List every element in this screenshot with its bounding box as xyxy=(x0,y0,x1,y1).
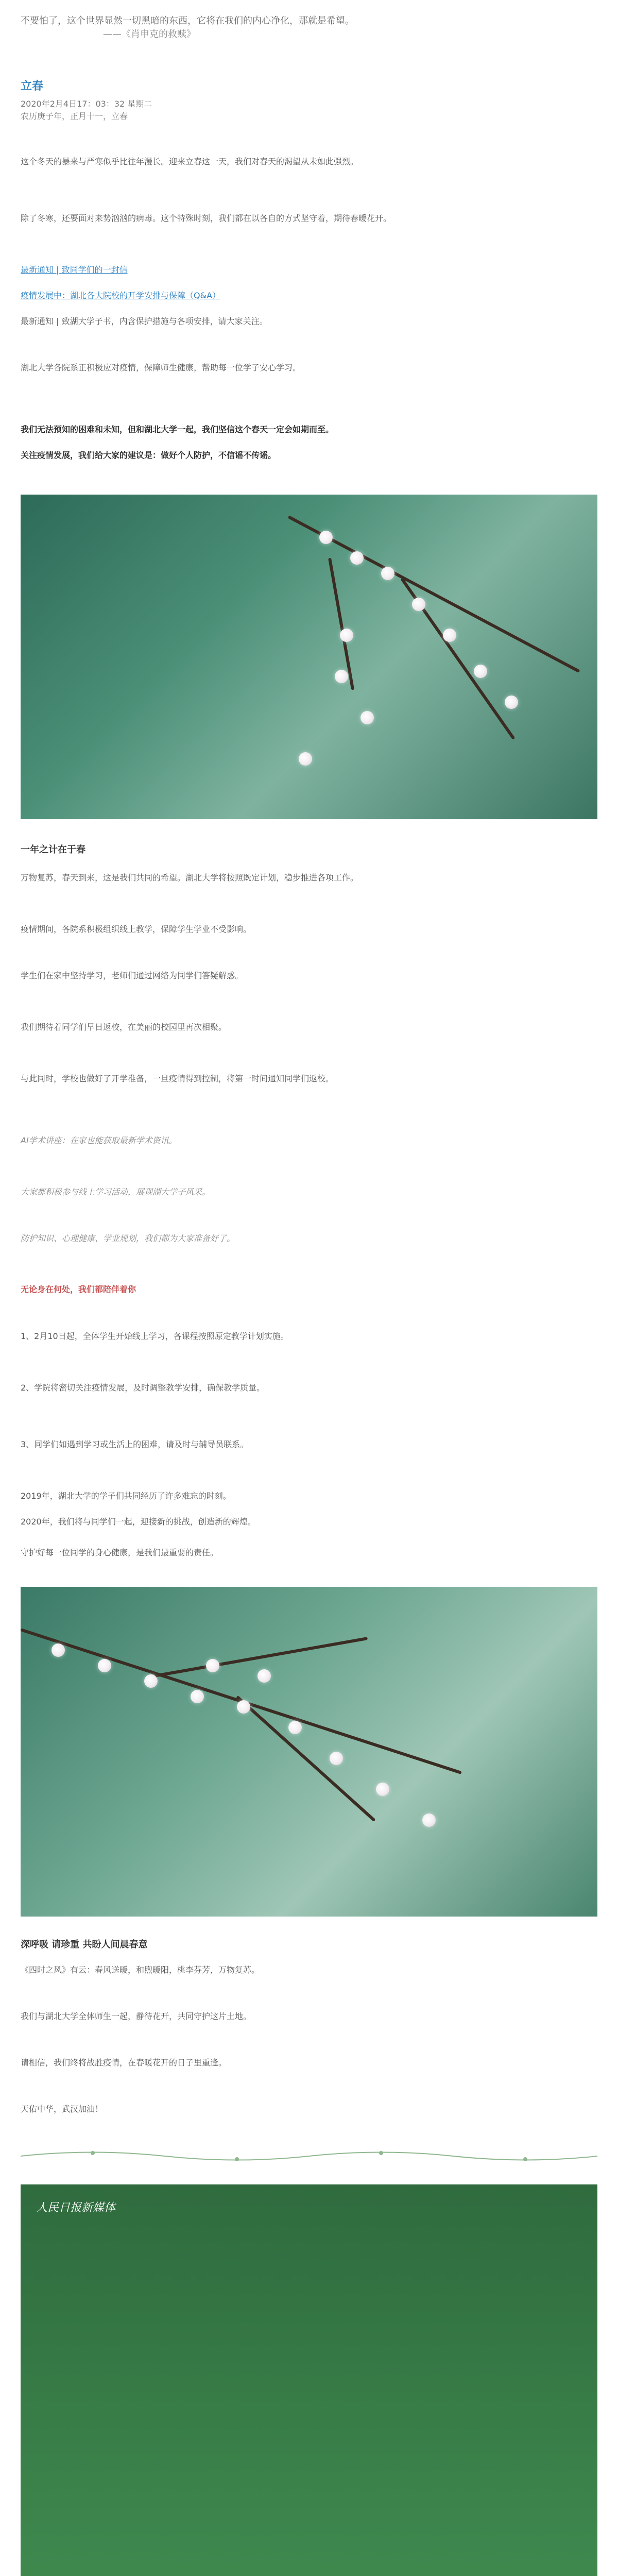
article-lunar-date: 农历庚子年，正月十一，立春 xyxy=(21,111,128,121)
linked-subheadline-text[interactable]: 疫情发展中：湖北各大院校的开学安排与保障（Q&A） xyxy=(21,291,221,300)
section-2-title: 无论身在何处，我们都陪伴着你 xyxy=(21,1284,136,1294)
blossom xyxy=(381,567,394,580)
blossom xyxy=(52,1643,65,1657)
section-1-muted-1: AI学术讲座：在家也能获取最新学术资讯。 xyxy=(21,1136,177,1145)
blossom xyxy=(258,1669,271,1683)
section-1-muted-2: 大家都积极参与线上学习活动，展现湖大学子风采。 xyxy=(21,1187,211,1197)
blossom xyxy=(350,551,364,565)
blossom xyxy=(474,665,487,678)
blossom-photo-2 xyxy=(21,1587,597,1917)
bold-note-2: 关注疫情发展，我们给大家的建议是：做好个人防护，不信谣不传谣。 xyxy=(21,450,277,460)
blossom xyxy=(191,1690,204,1703)
blossom xyxy=(443,629,456,642)
blossom xyxy=(340,629,353,642)
section-1-paragraph-5: 与此同时，学校也做好了开学准备，一旦疫情得到控制，将第一时间通知同学们返校。 xyxy=(21,1074,334,1083)
linked-headline[interactable] xyxy=(21,263,597,277)
section-2-paragraph-3: 3、同学们如遇到学习或生活上的困难，请及时与辅导员联系。 xyxy=(21,1439,249,1449)
bold-note-1: 我们无法预知的困难和未知，但和湖北大学一起，我们坚信这个春天一定会如期而至。 xyxy=(21,425,334,434)
vine-divider xyxy=(21,2148,597,2164)
quote-source: ——《肖申克的救赎》 xyxy=(103,29,196,40)
blossom xyxy=(206,1659,219,1672)
section-3-paragraph-3: 请相信，我们终将战胜疫情，在春暖花开的日子里重逢。 xyxy=(21,2058,227,2067)
article-title: 立春 xyxy=(21,80,44,93)
section-3-paragraph-4: 天佑中华，武汉加油！ xyxy=(21,2104,104,2114)
blossom xyxy=(288,1721,302,1734)
quote-text: 不要怕了，这个世界显然一切黑暗的东西，它将在我们的内心净化，那就是希望。 xyxy=(21,15,354,26)
blossom xyxy=(330,1752,343,1765)
blossom xyxy=(144,1674,158,1688)
linked-subheadline[interactable] xyxy=(21,289,597,303)
blossom xyxy=(237,1700,250,1714)
blossom-photo-1 xyxy=(21,495,597,819)
section-2-paragraph-2: 2、学院将密切关注疫情发展，及时调整教学安排，确保教学质量。 xyxy=(21,1383,265,1393)
blossom xyxy=(376,1783,389,1796)
section-1-paragraph-3: 学生们在家中坚持学习，老师们通过网络为同学们答疑解惑。 xyxy=(21,971,244,980)
blossom xyxy=(98,1659,111,1672)
linked-headline-text[interactable]: 最新通知 | 致同学们的一封信 xyxy=(21,265,128,275)
blossom xyxy=(412,598,425,611)
section-3-paragraph-2: 我们与湖北大学全体师生一起，静待花开，共同守护这片土地。 xyxy=(21,2011,252,2021)
spring-poster xyxy=(21,2184,597,2576)
section-1-muted-3: 防护知识、心理健康、学业规划，我们都为大家准备好了。 xyxy=(21,1233,235,1243)
opening-quote xyxy=(21,14,597,41)
section-1-paragraph-4: 我们期待着同学们早日返校，在美丽的校园里再次相聚。 xyxy=(21,1022,227,1032)
section-2-paragraph-4: 2019年，湖北大学的学子们共同经历了许多难忘的时刻。 xyxy=(21,1491,231,1501)
section-3-paragraph-1: 《四时之风》有云：春风送暖，和煦暖阳，桃李芬芳，万物复苏。 xyxy=(21,1965,260,1975)
intro-paragraph-3: 最新通知 | 致湖大学子书，内含保护措施与各项安排，请大家关注。 xyxy=(21,316,268,326)
section-3-title: 深呼吸 请珍重 共盼人间晨春意 xyxy=(21,1939,148,1950)
blossom xyxy=(360,711,374,724)
poster-brand: 人民日报新媒体 xyxy=(36,2201,116,2214)
section-1-paragraph-1: 万物复苏，春天到来，这是我们共同的希望。湖北大学将按照既定计划，稳步推进各项工作。 xyxy=(21,873,359,883)
blossom xyxy=(505,696,518,709)
blossom xyxy=(335,670,348,683)
article-date: 2020年2月4日17：03：32 星期二 xyxy=(21,99,152,109)
intro-paragraph-1: 这个冬天的暴来与严寒似乎比往年漫长。迎来立春这一天，我们对春天的渴望从未如此强烈。 xyxy=(21,157,359,166)
blossom xyxy=(319,531,333,544)
blossom xyxy=(422,1814,436,1827)
intro-paragraph-2: 除了冬寒，还要面对来势汹汹的病毒。这个特殊时刻，我们都在以各自的方式坚守着，期待春暖花开。 xyxy=(21,213,392,223)
section-2-paragraph-5: 2020年，我们将与同学们一起，迎接新的挑战，创造新的辉煌。 xyxy=(21,1517,256,1527)
section-1-title: 一年之计在于春 xyxy=(21,844,85,855)
section-2-paragraph-1: 1、2月10日起，全体学生开始线上学习，各课程按照原定教学计划实施。 xyxy=(21,1331,289,1341)
section-2-paragraph-6: 守护好每一位同学的身心健康，是我们最重要的责任。 xyxy=(21,1548,219,1557)
branch xyxy=(236,1696,376,1822)
article-meta xyxy=(21,98,152,123)
intro-paragraph-4: 湖北大学各院系正积极应对疫情，保障师生健康，帮助每一位学子安心学习。 xyxy=(21,363,301,372)
section-1-paragraph-2: 疫情期间，各院系积极组织线上教学，保障学生学业不受影响。 xyxy=(21,924,252,934)
blossom xyxy=(299,752,312,766)
